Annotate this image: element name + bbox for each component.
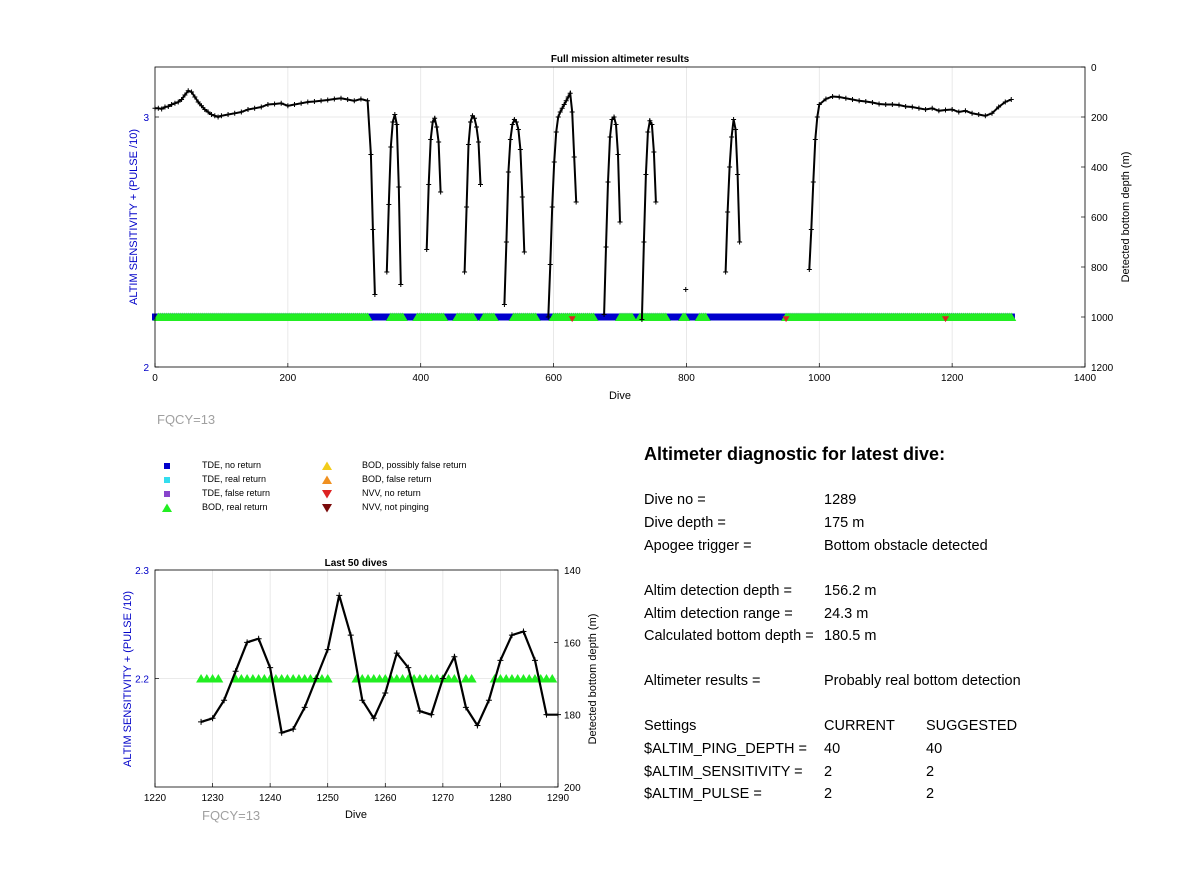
- depth-point: [618, 220, 623, 225]
- setting-name: $ALTIM_PULSE =: [644, 786, 762, 802]
- depth-point: [312, 99, 317, 104]
- x-tick-label: 1250: [316, 793, 339, 804]
- depth-line: [155, 91, 1011, 320]
- depth-point: [897, 103, 902, 108]
- depth-point: [259, 105, 264, 110]
- depth-point: [936, 108, 941, 113]
- chart-title: Full mission altimeter results: [550, 54, 690, 65]
- legend-label: BOD, possibly false return: [362, 460, 467, 470]
- depth-point: [641, 240, 646, 245]
- depth-point: [426, 182, 431, 187]
- depth-point: [345, 97, 350, 102]
- y2-axis-label: Detected bottom depth (m): [587, 613, 599, 745]
- y2-tick-label: 1200: [1091, 363, 1114, 374]
- legend-marker: [320, 502, 334, 514]
- legend-marker: [320, 460, 334, 472]
- depth-point: [883, 102, 888, 107]
- depth-point: [336, 592, 342, 598]
- legend-square-icon: [164, 491, 170, 497]
- y2-tick-label: 400: [1091, 163, 1108, 174]
- depth-point: [370, 227, 375, 232]
- depth-point: [434, 125, 439, 130]
- dive-no-value: 1289: [824, 492, 857, 508]
- depth-point: [811, 180, 816, 185]
- y-tick-label: 2.3: [135, 566, 149, 577]
- depth-point: [252, 106, 257, 111]
- depth-point: [390, 120, 395, 125]
- results-label: Altimeter results =: [644, 673, 761, 689]
- legend-marker: [160, 460, 174, 472]
- depth-point: [737, 240, 742, 245]
- depth-point: [365, 98, 370, 103]
- depth-point: [392, 112, 397, 117]
- dive-no-label: Dive no =: [644, 492, 706, 508]
- series-layer: [152, 88, 1016, 322]
- y-tick-label: 3: [143, 113, 149, 124]
- depth-point: [239, 110, 244, 115]
- x-ticks: [152, 363, 1096, 384]
- depth-point: [606, 180, 611, 185]
- legend-triangle-up-icon: [322, 476, 332, 485]
- depth-point: [976, 112, 981, 117]
- suggested-header: SUGGESTED: [926, 718, 1018, 734]
- depth-point: [478, 182, 483, 187]
- depth-point: [516, 127, 521, 132]
- depth-point: [643, 172, 648, 177]
- depth-point: [244, 639, 250, 645]
- depth-point: [923, 107, 928, 112]
- depth-point: [729, 135, 734, 140]
- depth-point: [292, 102, 297, 107]
- depth-point: [156, 106, 161, 111]
- depth-point: [604, 245, 609, 250]
- depth-point: [233, 668, 239, 674]
- results-value: Probably real bottom detection: [824, 673, 1021, 689]
- depth-point: [436, 140, 441, 145]
- fqcy-label-bottom: FQCY=13: [202, 808, 261, 823]
- depth-point: [956, 110, 961, 115]
- depth-point: [735, 172, 740, 177]
- det-depth-value: 156.2 m: [824, 583, 877, 599]
- depth-point: [870, 100, 875, 105]
- legend-triangle-down-icon: [322, 490, 332, 499]
- legend-label: NVV, not pinging: [362, 502, 429, 512]
- x-tick-label: 0: [152, 373, 158, 384]
- det-depth-label: Altim detection depth =: [644, 583, 792, 599]
- apogee-value: Bottom obstacle detected: [824, 538, 988, 554]
- x-tick-label: 800: [678, 373, 695, 384]
- depth-point: [358, 97, 363, 102]
- legend-marker: [160, 488, 174, 500]
- depth-point: [683, 287, 688, 292]
- legend-triangle-up-icon: [322, 462, 332, 471]
- depth-point: [428, 712, 434, 718]
- legend-square-icon: [164, 463, 170, 469]
- legend-marker: [160, 474, 174, 486]
- legend-marker: [320, 474, 334, 486]
- depth-point: [723, 270, 728, 275]
- depth-point: [394, 122, 399, 127]
- depth-point: [877, 102, 882, 107]
- depth-point: [398, 282, 403, 287]
- x-tick-label: 1220: [143, 793, 167, 804]
- legend-marker: [320, 488, 334, 500]
- depth-point: [325, 98, 330, 103]
- depth-point: [830, 94, 835, 99]
- depth-point: [506, 170, 511, 175]
- fqcy-label-top: FQCY=13: [157, 412, 216, 427]
- depth-point: [910, 105, 915, 110]
- depth-point: [279, 730, 285, 736]
- setting-name: $ALTIM_SENSITIVITY =: [644, 764, 803, 780]
- legend-triangle-up-icon: [162, 504, 172, 513]
- depth-point: [332, 97, 337, 102]
- depth-point: [466, 142, 471, 147]
- dive-depth-label: Dive depth =: [644, 515, 726, 531]
- depth-point: [943, 108, 948, 113]
- depth-point: [325, 647, 331, 653]
- depth-point: [807, 267, 812, 272]
- y-ticks: [135, 566, 159, 686]
- x-tick-label: 600: [545, 373, 562, 384]
- depth-point: [725, 210, 730, 215]
- depth-point: [645, 130, 650, 135]
- diagnostic-title: Altimeter diagnostic for latest dive:: [644, 444, 946, 464]
- x-tick-label: 1240: [259, 793, 282, 804]
- y-tick-label: 2.2: [135, 674, 149, 686]
- depth-point: [388, 145, 393, 150]
- legend-label: BOD, real return: [202, 502, 268, 512]
- depth-point: [299, 101, 304, 106]
- depth-point: [843, 96, 848, 101]
- depth-point: [727, 165, 732, 170]
- depth-point: [550, 205, 555, 210]
- y2-tick-label: 160: [564, 638, 581, 650]
- depth-point: [417, 708, 423, 714]
- legend-label: TDE, real return: [202, 474, 267, 484]
- depth-point: [384, 270, 389, 275]
- depth-point: [386, 202, 391, 207]
- depth-point: [428, 137, 433, 142]
- depth-point: [616, 152, 621, 157]
- x-tick-label: 1000: [808, 373, 831, 384]
- depth-point: [520, 195, 525, 200]
- legend: [160, 458, 490, 518]
- y2-tick-label: 200: [564, 783, 581, 794]
- legend-label: TDE, false return: [202, 488, 271, 498]
- depth-point: [850, 97, 855, 102]
- depth-point: [339, 96, 344, 101]
- x-tick-label: 1280: [489, 793, 512, 804]
- depth-point: [837, 95, 842, 100]
- current-header: CURRENT: [824, 718, 895, 734]
- y2-tick-label: 600: [1091, 213, 1108, 224]
- depth-point: [543, 712, 549, 718]
- legend-label: TDE, no return: [202, 460, 262, 470]
- depth-point: [476, 140, 481, 145]
- depth-point: [502, 302, 507, 307]
- depth-point: [731, 117, 736, 122]
- depth-point: [970, 111, 975, 116]
- y2-tick-label: 0: [1091, 63, 1097, 74]
- depth-point: [232, 111, 237, 116]
- x-tick-label: 1400: [1073, 373, 1097, 384]
- depth-point: [653, 200, 658, 205]
- depth-point: [462, 270, 467, 275]
- x-tick-label: 1230: [201, 793, 224, 804]
- depth-point: [574, 200, 579, 205]
- depth-point: [809, 227, 814, 232]
- depth-point: [950, 107, 955, 112]
- depth-point: [352, 98, 357, 103]
- depth-point: [916, 106, 921, 111]
- depth-point: [890, 102, 895, 107]
- x-tick-label: 1260: [374, 793, 397, 804]
- y2-tick-label: 180: [564, 710, 581, 722]
- setting-suggested: 40: [926, 741, 943, 757]
- last-50-dives-chart: [0, 555, 620, 855]
- depth-point: [246, 107, 251, 112]
- x-tick-label: 400: [412, 373, 430, 384]
- legend-label: NVV, no return: [362, 488, 421, 498]
- depth-point: [522, 250, 527, 255]
- y2-ticks: [1081, 63, 1114, 374]
- depth-point: [464, 205, 469, 210]
- depth-point: [198, 719, 204, 725]
- depth-point: [614, 122, 619, 127]
- depth-point: [285, 103, 290, 108]
- y2-tick-label: 800: [1091, 263, 1108, 274]
- depth-point: [272, 102, 277, 107]
- y2-tick-label: 200: [1091, 113, 1108, 124]
- depth-point: [319, 98, 324, 103]
- depth-point: [903, 104, 908, 109]
- setting-current: 40: [824, 741, 841, 757]
- depth-point: [983, 113, 988, 118]
- legend-label: BOD, false return: [362, 474, 432, 484]
- depth-point: [570, 110, 575, 115]
- depth-line: [201, 595, 558, 733]
- depth-point: [256, 636, 262, 642]
- x-tick-label: 200: [279, 373, 297, 384]
- y2-tick-label: 140: [564, 566, 581, 577]
- legend-square-icon: [164, 477, 170, 483]
- y2-axis-label: Detected bottom depth (m): [1120, 151, 1132, 283]
- full-mission-chart: [0, 0, 1200, 410]
- depth-point: [733, 127, 738, 132]
- depth-point: [438, 190, 443, 195]
- depth-point: [348, 632, 354, 638]
- depth-point: [857, 98, 862, 103]
- x-tick-label: 1290: [546, 793, 570, 804]
- setting-current: 2: [824, 786, 833, 802]
- y-tick-label: 2: [143, 363, 149, 374]
- depth-point: [608, 135, 613, 140]
- det-range-value: 24.3 m: [824, 606, 869, 622]
- x-tick-label: 1200: [941, 373, 964, 384]
- apogee-label: Apogee trigger =: [644, 538, 752, 554]
- depth-point: [552, 160, 557, 165]
- y-axis-label: ALTIM SENSITIVITY + (PULSE /10): [122, 591, 134, 767]
- x-axis-label: Dive: [608, 390, 632, 402]
- depth-point: [572, 155, 577, 160]
- depth-point: [518, 147, 523, 152]
- x-ticks: [144, 783, 570, 804]
- depth-point: [474, 125, 479, 130]
- chart-title: Last 50 dives: [324, 558, 388, 569]
- depth-point: [267, 665, 273, 671]
- depth-point: [554, 130, 559, 135]
- depth-point: [520, 628, 526, 634]
- depth-point: [548, 262, 553, 267]
- setting-name: $ALTIM_PING_DEPTH =: [644, 741, 807, 757]
- calc-depth-label: Calculated bottom depth =: [644, 628, 814, 644]
- setting-current: 2: [824, 764, 833, 780]
- depth-point: [226, 112, 231, 117]
- depth-point: [368, 152, 373, 157]
- setting-suggested: 2: [926, 786, 935, 802]
- depth-point: [396, 185, 401, 190]
- y-ticks: [143, 113, 159, 374]
- y-axis-label: ALTIM SENSITIVITY + (PULSE /10): [128, 129, 140, 305]
- depth-point: [508, 137, 513, 142]
- settings-label: Settings: [644, 718, 697, 734]
- dive-depth-value: 175 m: [824, 515, 865, 531]
- depth-point: [863, 99, 868, 104]
- legend-marker: [160, 502, 174, 514]
- setting-suggested: 2: [926, 764, 935, 780]
- depth-point: [265, 102, 270, 107]
- depth-point: [651, 150, 656, 155]
- y2-tick-label: 1000: [1091, 313, 1114, 324]
- depth-point: [305, 100, 310, 105]
- depth-point: [532, 657, 538, 663]
- det-range-label: Altim detection range =: [644, 606, 793, 622]
- x-axis-label: Dive: [344, 809, 368, 821]
- depth-point: [424, 247, 429, 252]
- series-layer: [196, 592, 561, 735]
- depth-point: [813, 137, 818, 142]
- depth-point: [372, 292, 377, 297]
- depth-point: [468, 120, 473, 125]
- legend-triangle-down-icon: [322, 504, 332, 513]
- depth-point: [504, 240, 509, 245]
- calc-depth-value: 180.5 m: [824, 628, 877, 644]
- x-tick-label: 1270: [431, 793, 454, 804]
